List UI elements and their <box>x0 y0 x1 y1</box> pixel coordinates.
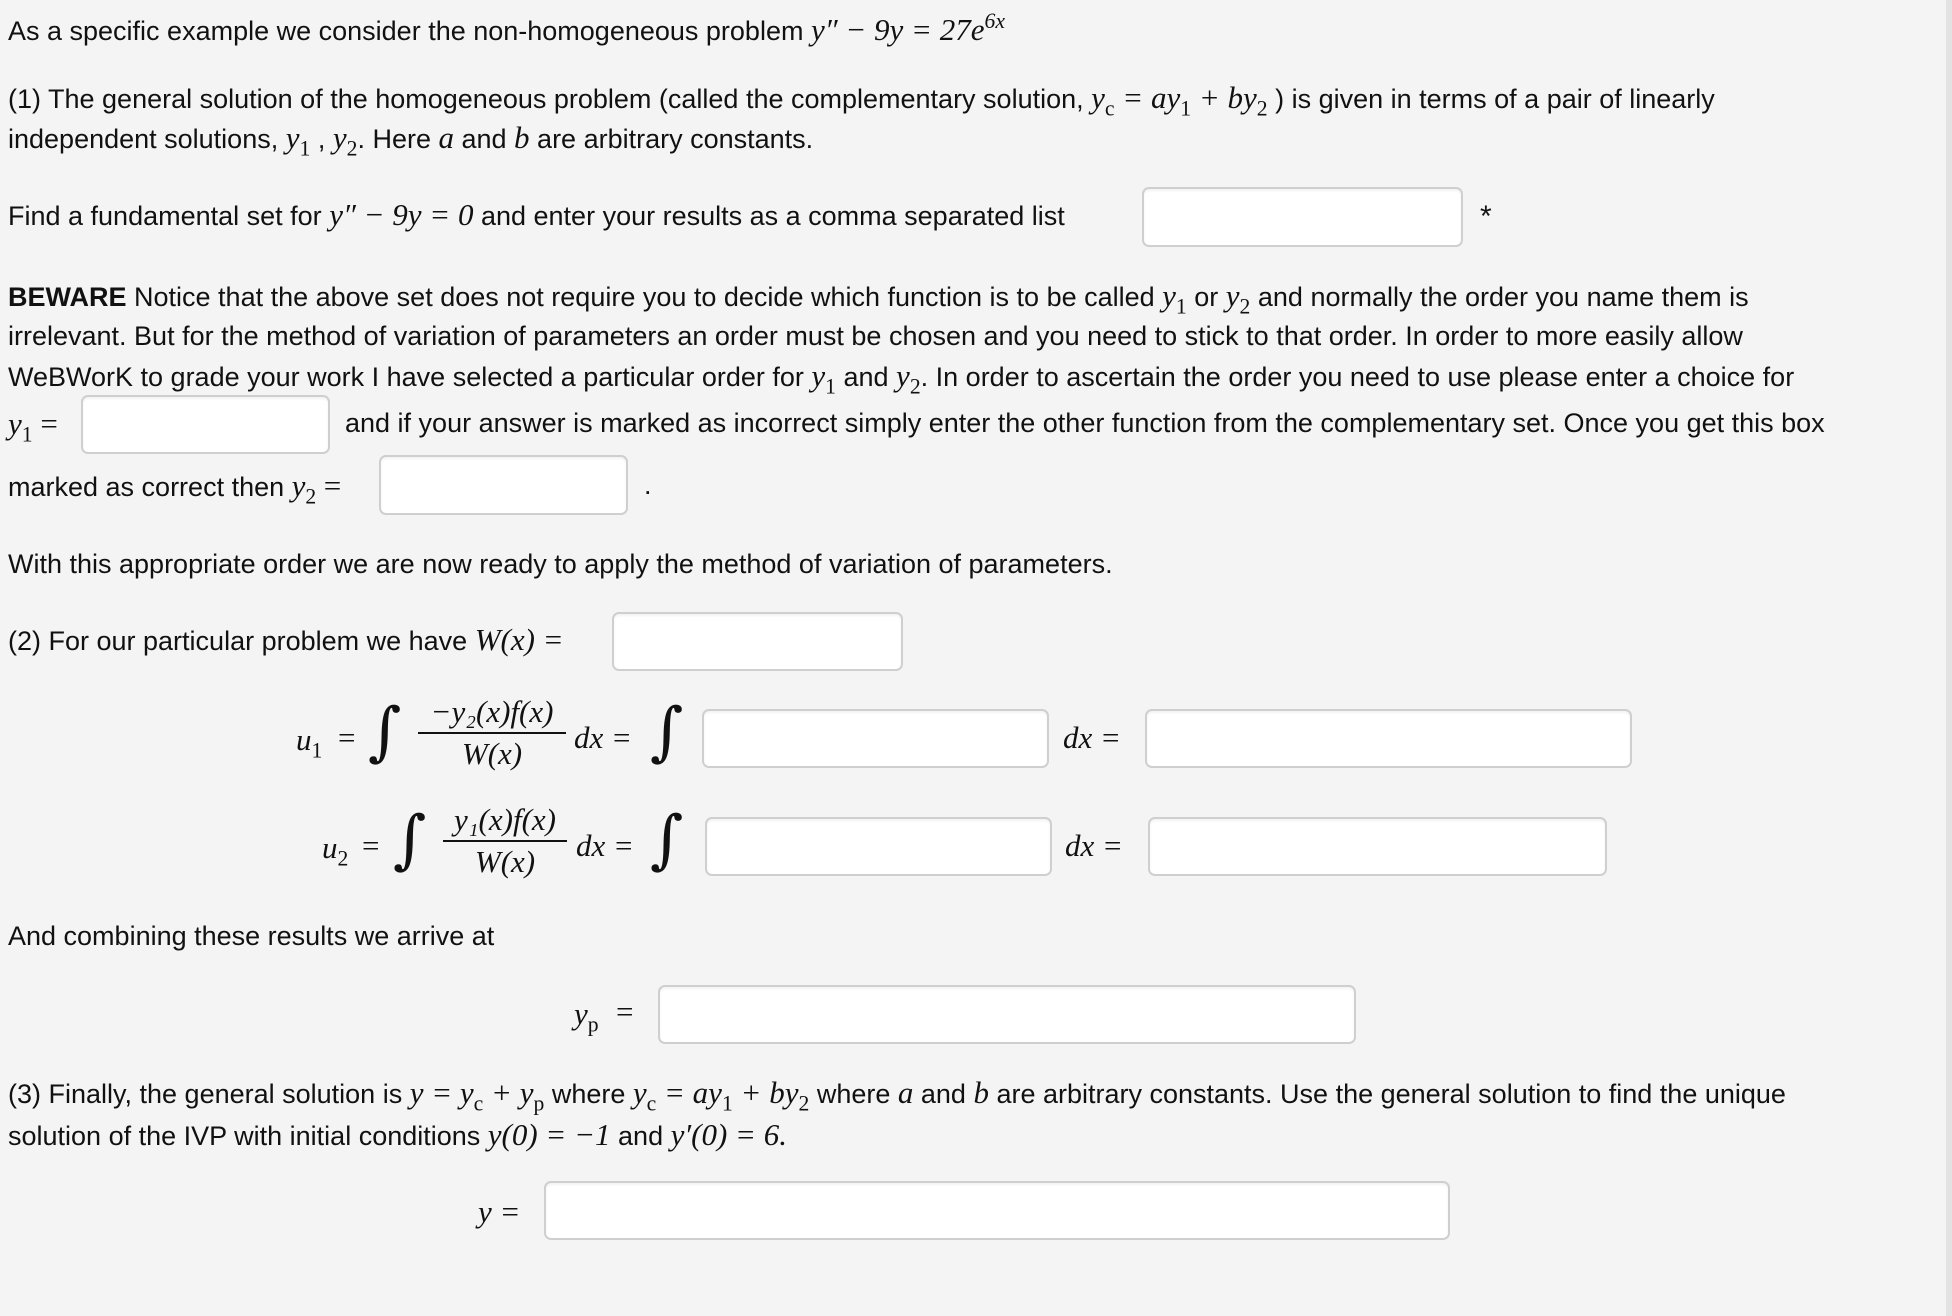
wronskian-input[interactable] <box>612 612 903 671</box>
beware-line4: and if your answer is marked as incorrect simply enter the other function from the complementary set. Once you get this box <box>345 408 1825 438</box>
intro-text <box>8 9 1005 47</box>
part2-text: (2) For our particular problem we have W(x) = <box>8 622 564 657</box>
yp-label: $y_p$ <box>574 996 599 1037</box>
period: . <box>644 470 652 500</box>
u2-dx-equals-2: dx = <box>1065 828 1123 863</box>
u1-integrand-input[interactable] <box>702 709 1049 768</box>
y1-input[interactable] <box>81 395 330 454</box>
integral-sign-icon: ∫ <box>393 803 427 877</box>
part1-line1: (1) The general solution of the homogeneous problem (called the complementary solution, $y_c = ay_1 + by_2$ ) is given in terms of a pair of linearly <box>8 80 1715 121</box>
u1-equals: = <box>338 720 356 755</box>
fundamental-set-prompt: Find a fundamental set for y″ − 9y = 0 and enter your results as a comma separated list <box>8 197 1065 232</box>
integral-sign-icon: ∫ <box>650 695 684 769</box>
scrollbar[interactable] <box>1946 0 1952 1316</box>
u2-result-input[interactable] <box>1148 817 1607 876</box>
beware-line2: irrelevant. But for the method of variation of parameters an order must be chosen and you need to stick to that order. In order to more easily allow <box>8 321 1743 351</box>
integral-sign-icon: ∫ <box>368 695 402 769</box>
u1-result-input[interactable] <box>1145 709 1632 768</box>
beware-line1: BEWARE Notice that the above set does not require you to decide which function is to be called $y_1$ or $y_2$ and normally the order you name them is <box>8 278 1749 319</box>
u2-fraction: y₁(x)f(x) W(x) <box>443 802 567 880</box>
yp-input[interactable] <box>658 985 1356 1044</box>
integral-sign-icon: ∫ <box>650 803 684 877</box>
u2-integrand-input[interactable] <box>705 817 1052 876</box>
beware-line3: WeBWorK to grade your work I have selected a particular order for $y_1$ and $y_2$. In order to ascertain the order you need to use please enter a choice for <box>8 358 1795 399</box>
y1-label: $y_1$ = <box>8 406 58 447</box>
u1-fraction: −y₂(x)f(x) W(x) <box>418 694 566 772</box>
required-marker: * <box>1480 200 1492 233</box>
y-label: y = <box>478 1194 521 1229</box>
yp-equals: = <box>616 994 634 1029</box>
intro-equation: $y'' - 9y = 27e^{6x}$ <box>810 9 1005 47</box>
fundamental-set-input[interactable] <box>1142 187 1463 247</box>
combining-text: And combining these results we arrive at <box>8 921 495 951</box>
u2-label: $u_2$ <box>322 830 349 871</box>
beware-label: BEWARE <box>8 282 127 312</box>
u2-equals: = <box>362 828 380 863</box>
u2-dx-equals: dx = <box>576 828 634 863</box>
u1-label: $u_1$ <box>296 722 323 763</box>
part3-line2: solution of the IVP with initial conditions y(0) = −1 and y′(0) = 6. <box>8 1117 787 1152</box>
transition-text: With this appropriate order we are now ready to apply the method of variation of parameters. <box>8 549 1113 579</box>
beware-line5: marked as correct then $y_2$ = <box>8 468 342 509</box>
u1-dx-equals-2: dx = <box>1063 720 1121 755</box>
intro-prose: As a specific example we consider the non-homogeneous problem <box>8 16 811 46</box>
part3-line1: (3) Finally, the general solution is $y = y_c + y_p$ where $y_c = ay_1 + by_2$ where a and b are arbitrary constants. Use the general solution to find the unique <box>8 1075 1786 1116</box>
u1-dx-equals: dx = <box>574 720 632 755</box>
y-solution-input[interactable] <box>544 1181 1450 1240</box>
part1-line2: independent solutions, $y_1$ , $y_2$. Here a and b are arbitrary constants. <box>8 120 814 161</box>
y2-input[interactable] <box>379 455 628 515</box>
